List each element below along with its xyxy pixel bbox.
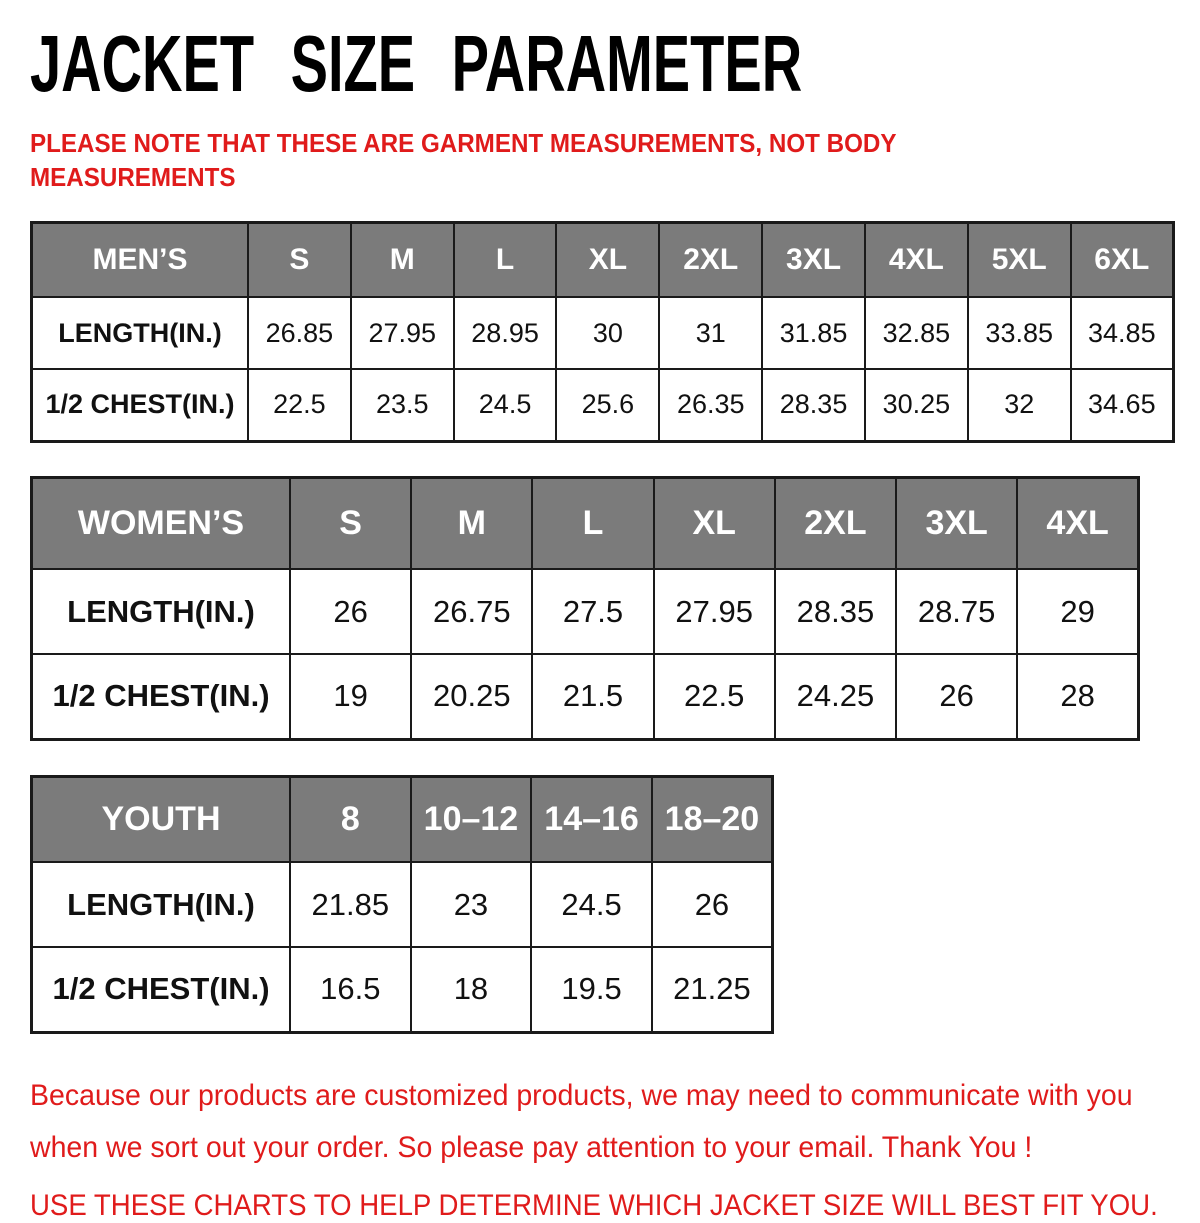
mens-size-column-header: 5XL xyxy=(968,222,1071,297)
youth-measurement-row xyxy=(32,862,773,947)
womens-size-column-header: XL xyxy=(654,477,775,569)
mens-size-value-cell: 24.5 xyxy=(454,369,557,441)
mens-size-value-cell: 32 xyxy=(968,369,1071,441)
womens-size-value-cell: 26.75 xyxy=(411,569,532,654)
mens-size-column-header: M xyxy=(351,222,454,297)
womens-header-row xyxy=(32,477,1139,569)
chart-usage-instruction-text: USE THESE CHARTS TO HELP DETERMINE WHICH JACKET SIZE WILL BEST FIT YOU. xyxy=(30,1189,1158,1223)
mens-size-column-header: L xyxy=(454,222,557,297)
youth-measurement-row xyxy=(32,947,773,1032)
youth-size-column-header: 18–20 xyxy=(652,776,773,862)
mens-size-column-header: 3XL xyxy=(762,222,865,297)
youth-size-column-header: 14–16 xyxy=(531,776,652,862)
mens-table-title: MEN’S xyxy=(32,222,249,297)
mens-size-value-cell: 23.5 xyxy=(351,369,454,441)
mens-size-value-cell: 26.35 xyxy=(659,369,762,441)
womens-size-value-cell: 19 xyxy=(290,654,411,739)
womens-row-label: 1/2 CHEST(IN.) xyxy=(32,654,291,739)
womens-size-value-cell: 21.5 xyxy=(532,654,653,739)
youth-size-table xyxy=(30,775,774,1034)
mens-size-value-cell: 30 xyxy=(556,297,659,369)
youth-size-value-cell: 19.5 xyxy=(531,947,652,1032)
youth-size-column-header: 8 xyxy=(290,776,411,862)
mens-header-row xyxy=(32,222,1174,297)
womens-measurement-row xyxy=(32,654,1139,739)
mens-size-value-cell: 27.95 xyxy=(351,297,454,369)
youth-table-title: YOUTH xyxy=(32,776,291,862)
mens-size-column-header: XL xyxy=(556,222,659,297)
mens-size-value-cell: 34.85 xyxy=(1071,297,1174,369)
womens-size-value-cell: 26 xyxy=(896,654,1017,739)
mens-size-value-cell: 26.85 xyxy=(248,297,351,369)
youth-size-value-cell: 21.25 xyxy=(652,947,773,1032)
womens-size-value-cell: 22.5 xyxy=(654,654,775,739)
mens-size-column-header: 4XL xyxy=(865,222,968,297)
size-tables-container xyxy=(30,221,1170,1034)
womens-table-title: WOMEN’S xyxy=(32,477,291,569)
mens-size-value-cell: 31 xyxy=(659,297,762,369)
mens-size-column-header: S xyxy=(248,222,351,297)
womens-size-column-header: S xyxy=(290,477,411,569)
youth-size-value-cell: 26 xyxy=(652,862,773,947)
womens-size-value-cell: 28.35 xyxy=(775,569,896,654)
mens-size-value-cell: 34.65 xyxy=(1071,369,1174,441)
womens-size-value-cell: 26 xyxy=(290,569,411,654)
womens-size-value-cell: 28.75 xyxy=(896,569,1017,654)
youth-size-column-header: 10–12 xyxy=(411,776,532,862)
page-title: JACKET SIZE PARAMETER xyxy=(30,19,803,108)
mens-size-column-header: 2XL xyxy=(659,222,762,297)
mens-row-label: 1/2 CHEST(IN.) xyxy=(32,369,249,441)
womens-size-column-header: 2XL xyxy=(775,477,896,569)
womens-size-column-header: 3XL xyxy=(896,477,1017,569)
womens-size-value-cell: 27.5 xyxy=(532,569,653,654)
footer-text-block xyxy=(30,1070,1170,1223)
womens-size-column-header: L xyxy=(532,477,653,569)
mens-size-value-cell: 25.6 xyxy=(556,369,659,441)
garment-measurement-note: PLEASE NOTE THAT THESE ARE GARMENT MEASUREMENTS, NOT BODY MEASUREMENTS xyxy=(30,128,897,193)
youth-row-label: 1/2 CHEST(IN.) xyxy=(32,947,291,1032)
womens-size-value-cell: 27.95 xyxy=(654,569,775,654)
youth-size-value-cell: 18 xyxy=(411,947,532,1032)
mens-measurement-row xyxy=(32,369,1174,441)
womens-row-label: LENGTH(IN.) xyxy=(32,569,291,654)
womens-size-table xyxy=(30,476,1140,741)
womens-size-value-cell: 28 xyxy=(1017,654,1138,739)
youth-size-value-cell: 23 xyxy=(411,862,532,947)
customization-notice-text: Because our products are customized products, we may need to communicate with you when we sort out your order. So please pay attention to your email. Thank You ! xyxy=(30,1078,1133,1164)
mens-size-column-header: 6XL xyxy=(1071,222,1174,297)
mens-size-value-cell: 31.85 xyxy=(762,297,865,369)
mens-row-label: LENGTH(IN.) xyxy=(32,297,249,369)
mens-size-value-cell: 30.25 xyxy=(865,369,968,441)
womens-size-value-cell: 29 xyxy=(1017,569,1138,654)
mens-size-value-cell: 32.85 xyxy=(865,297,968,369)
mens-size-value-cell: 22.5 xyxy=(248,369,351,441)
mens-size-value-cell: 28.95 xyxy=(454,297,557,369)
mens-measurement-row xyxy=(32,297,1174,369)
mens-size-table xyxy=(30,221,1175,443)
womens-size-column-header: M xyxy=(411,477,532,569)
womens-size-value-cell: 24.25 xyxy=(775,654,896,739)
mens-size-value-cell: 33.85 xyxy=(968,297,1071,369)
youth-size-value-cell: 16.5 xyxy=(290,947,411,1032)
womens-size-column-header: 4XL xyxy=(1017,477,1138,569)
womens-measurement-row xyxy=(32,569,1139,654)
youth-size-value-cell: 24.5 xyxy=(531,862,652,947)
youth-header-row xyxy=(32,776,773,862)
womens-size-value-cell: 20.25 xyxy=(411,654,532,739)
youth-row-label: LENGTH(IN.) xyxy=(32,862,291,947)
youth-size-value-cell: 21.85 xyxy=(290,862,411,947)
mens-size-value-cell: 28.35 xyxy=(762,369,865,441)
